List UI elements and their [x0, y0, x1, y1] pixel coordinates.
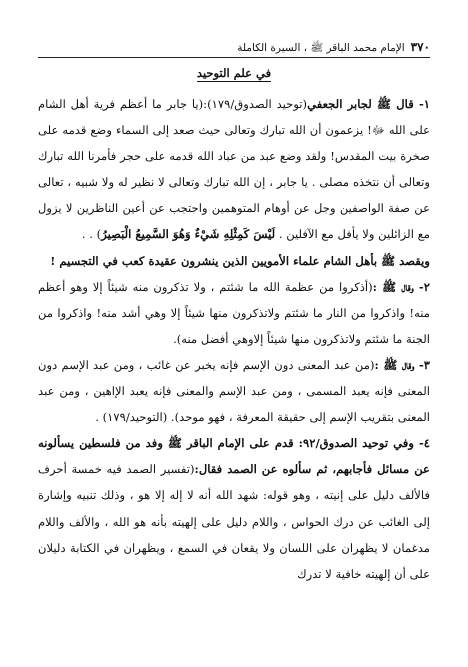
paragraph-1-tail: ) . . [81, 227, 102, 242]
paragraph-5-lead: ٤- وفي توحيد الصدوق/٩٢: قدم على الإمام الباقر ﷺ وفد من فلسطين يسألونه عن مسائل فأجابهم، ثم سألوه عن الصمد فقال: [38, 436, 431, 477]
paragraph-1 [38, 91, 430, 248]
paragraph-2 [38, 248, 430, 274]
paragraph-5-text: (تفسير الصمد فيه خمسة أحرف فالألف دليل على إنيته ، وهو قوله: شهد الله أنه لا إله إلا هو ، وذلك تنبيه وإشارة إلى الغائب عن درك الحواس ، واللام دليل على إلهيته بأنه هو الله ، والألف واللام مدغمان لا يظهران على اللسان ولا يقعان في السمع ، ويظهران في الكتابة دليلان على أن إلهيته خافية لا تدرك [38, 462, 430, 581]
section-title-text: في علم التوحيد [196, 66, 272, 80]
paragraph-4 [38, 352, 430, 430]
running-title: الإمام محمد الباقر ﷺ ، السيرة الكاملة [237, 42, 405, 54]
quran-verse: لَيْسَ كَمِثْلِهِ شَيْءٌ وَهُوَ السَّمِيعُ الْبَصِيرُ [101, 227, 276, 242]
paragraph-1-text: (توحيد الصدوق/١٧٩):(يا جابر ما أعظم فرية أهل الشام على الله ﷻ! يزعمون أن الله تبارك وتعالى حيث صعد إلى السماء وضع قدمه على صخرة بيت المقدس! ولقد وضع عبد من عباد الله قدمه على حجر فأمرنا الله تبارك وتعالى أن نتخذه مصلى . يا جابر ، إن الله تبارك وتعالى لا نظير له ولا شبيه ، تعالى عن صفة الواصفين وجل عن أوهام المتوهمين واحتجب عن أعين الناظرين لا يزول مع الزائلين ولا يأفل مع الآفلين . [38, 97, 430, 242]
header-rule [38, 57, 430, 58]
paragraph-3 [38, 274, 430, 352]
paragraph-2-lead: ويقصد ﷺ بأهل الشام علماء الأمويين الذين ينشرون عقيدة كعب في التجسيم ! [50, 253, 430, 268]
paragraph-1-lead: ١- قال ﷺ لجابر الجعفي [307, 97, 430, 111]
paragraph-5 [38, 430, 430, 587]
paragraph-4-text: (من عبد المعنى دون الإسم فإنه يخبر عن غائب ، ومن عبد الإسم دون المعنى فإنه يعبد المسمى ، ومن عبد الإسم والمعنى فإنه يعبد الإاهين ، ومن عبد المعنى بتقريب الإسم إلى حقيقة المعرفة ، فهو موحد). (التوحيد/١٧٩) . [38, 357, 430, 425]
section-title [0, 66, 468, 80]
paragraph-4-lead: ٣- وقال ﷺ : [374, 357, 430, 372]
body-text [38, 91, 430, 587]
paragraph-3-lead: ٢- وقال ﷺ : [372, 279, 430, 294]
paragraph-3-text: (أذكروا من عظمة الله ما شئتم ، ولا تذكرون منه شيئاً إلا وهو أعظم منه! واذكروا من النار ما شئتم ولاتذكرون منها شيئاً إلا وهي أشد منه! واذكروا من الجنة ما شئتم ولاتذكرون منها شيئاً إلاوهي أفضل منه). [38, 279, 430, 346]
running-header [38, 40, 430, 57]
page-number: ٣٧٠ [410, 40, 430, 54]
